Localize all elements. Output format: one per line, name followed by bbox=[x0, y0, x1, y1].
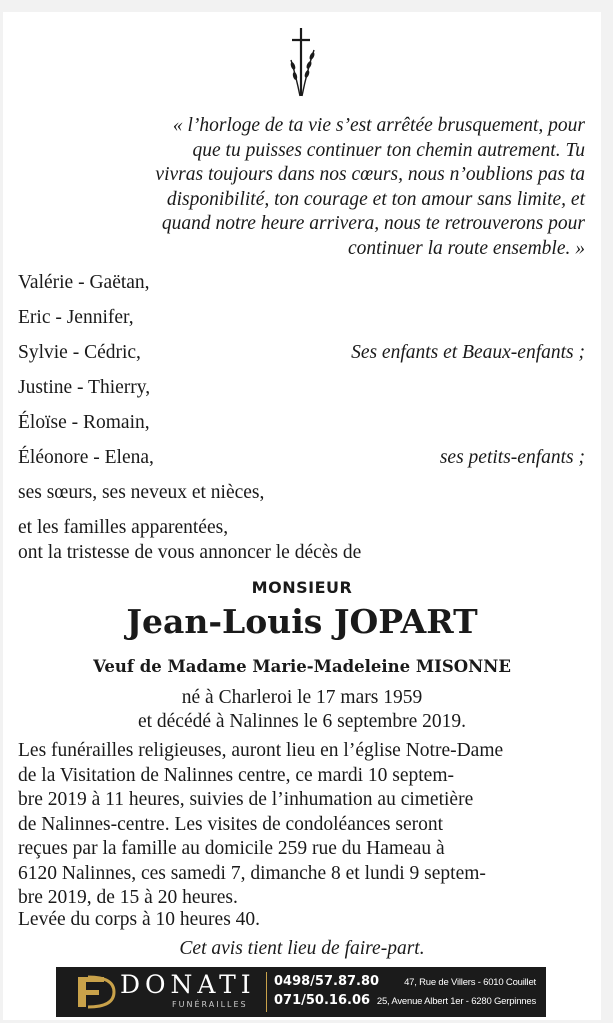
widower-line: Veuf de Madame Marie-Madeleine MISONNE bbox=[93, 657, 511, 676]
cross-with-wheat-icon bbox=[283, 26, 319, 98]
deceased-title: MONSIEUR bbox=[251, 578, 353, 597]
quote-line: quand notre heure arrivera, nous te retrouverons pour bbox=[161, 213, 585, 234]
grandchildren-relation: ses petits-enfants ; bbox=[439, 447, 585, 468]
phone-number-mobile: 0498/57.87.80 bbox=[274, 974, 380, 989]
funeral-line: bre 2019, de 15 à 20 heures. bbox=[18, 887, 238, 908]
funeral-home-banner bbox=[56, 967, 546, 1017]
notice-line: Cet avis tient lieu de faire-part. bbox=[179, 938, 425, 959]
quote-line: continuer la route ensemble. » bbox=[347, 237, 585, 259]
banner-divider bbox=[266, 972, 267, 1012]
memorial-quote bbox=[63, 114, 585, 261]
obituary-notice bbox=[3, 12, 601, 1020]
donati-logo-icon bbox=[64, 971, 116, 1013]
levee-time: Levée du corps à 10 heures 40. bbox=[18, 909, 261, 930]
funeral-line: de la Visitation de Nalinnes centre, ce mardi 10 septem- bbox=[18, 764, 454, 786]
phone-number-landline: 071/50.16.06 bbox=[274, 993, 371, 1008]
other-relatives: ses sœurs, ses neveux et nièces, bbox=[18, 482, 265, 503]
funeral-line: de Nalinnes-centre. Les visites de condoléances seront bbox=[18, 813, 444, 835]
funeral-line: Les funérailles religieuses, auront lieu en l’église Notre-Dame bbox=[18, 740, 504, 761]
children-relation: Ses enfants et Beaux-enfants ; bbox=[351, 342, 585, 363]
address-couillet: 47, Rue de Villers - 6010 Couillet bbox=[404, 977, 536, 988]
funeral-line: bre 2019 à 11 heures, suivies de l’inhumation au cimetière bbox=[18, 789, 474, 810]
death-line: et décédé à Nalinnes le 6 septembre 2019. bbox=[137, 711, 467, 732]
funeral-details bbox=[18, 739, 588, 911]
quote-line: « l’horloge de ta vie s’est arrêtée brusquement, pour bbox=[172, 115, 585, 136]
brand-subtitle: FUNÉRAILLES bbox=[172, 1000, 248, 1009]
address-gerpinnes: 25, Avenue Albert 1er - 6280 Gerpinnes bbox=[376, 996, 536, 1007]
quote-line: vivras toujours dans nos cœurs, nous n’oublions pas ta bbox=[155, 164, 585, 185]
family-member: Éloïse - Romain, bbox=[18, 412, 150, 433]
family-member: Valérie - Gaëtan, bbox=[18, 272, 150, 293]
birth-line: né à Charleroi le 17 mars 1959 bbox=[181, 687, 423, 708]
family-member: Eric - Jennifer, bbox=[18, 307, 134, 328]
funeral-line: reçues par la famille au domicile 259 rue du Hameau à bbox=[18, 838, 445, 859]
quote-line: disponibilité, ton courage et ton amour sans limite, et bbox=[166, 188, 585, 210]
related-families: et les familles apparentées, bbox=[18, 517, 229, 538]
deceased-name: Jean-Louis JOPART bbox=[126, 602, 478, 641]
family-member: Éléonore - Elena, bbox=[18, 447, 154, 468]
announcement-text: ont la tristesse de vous annoncer le décès de bbox=[18, 542, 362, 563]
brand-name: DONATI bbox=[120, 970, 256, 999]
quote-line: que tu puisses continuer ton chemin autrement. Tu bbox=[192, 139, 585, 161]
family-member: Justine - Thierry, bbox=[18, 377, 151, 398]
funeral-line: 6120 Nalinnes, ces samedi 7, dimanche 8 et lundi 9 septem- bbox=[18, 862, 486, 884]
family-member: Sylvie - Cédric, bbox=[18, 342, 141, 363]
